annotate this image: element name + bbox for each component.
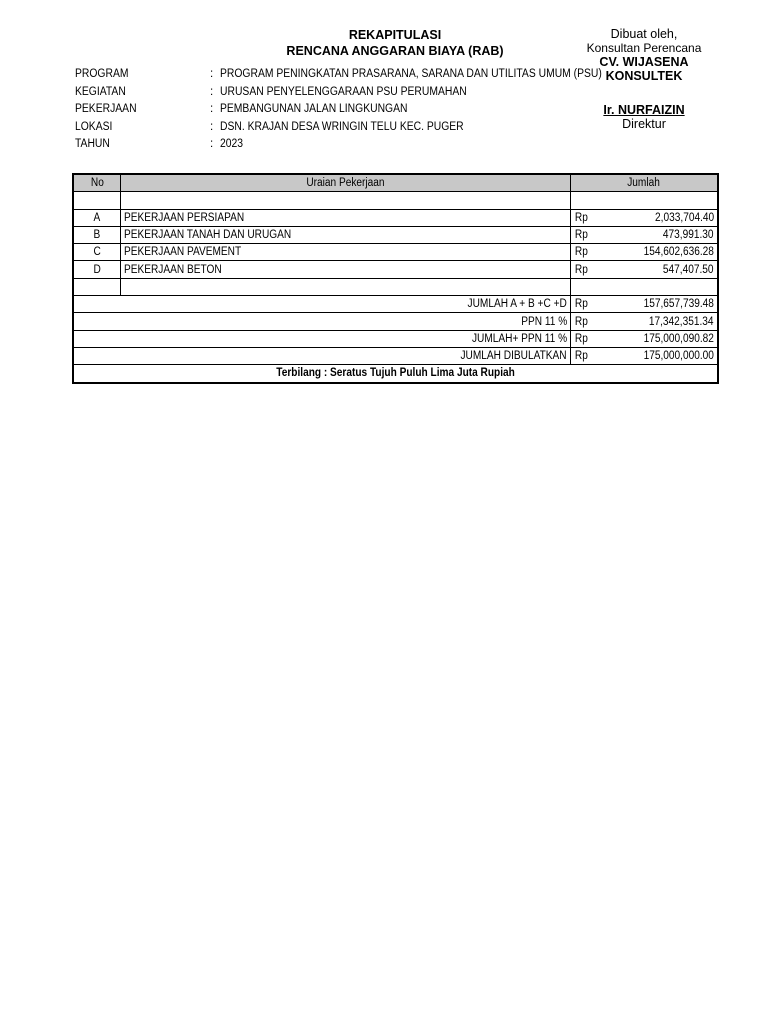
signature-company: CV. WIJASENA <box>599 55 689 69</box>
header-no: No <box>73 174 121 192</box>
rab-table <box>72 173 719 384</box>
meta-kegiatan: KEGIATAN : URUSAN PENYELENGGARAAN PSU PERUMAHAN <box>75 86 467 98</box>
document-title: REKAPITULASI <box>348 28 442 42</box>
header-desc: Uraian Pekerjaan <box>121 174 571 192</box>
table-row: B PEKERJAAN TANAH DAN URUGAN Rp 473,991.30 <box>73 226 718 243</box>
table-row-empty <box>73 278 718 295</box>
total-row-ppn: PPN 11 % Rp 17,342,351.34 <box>73 313 718 330</box>
table-header-row <box>73 174 718 192</box>
signature-position: Direktur <box>622 117 666 131</box>
header-amount: Jumlah <box>571 174 719 192</box>
document-subtitle: RENCANA ANGGARAN BIAYA (RAB) <box>286 44 504 58</box>
signature-made-by: Dibuat oleh, <box>610 27 678 41</box>
total-row-with-ppn: JUMLAH+ PPN 11 % Rp 175,000,090.82 <box>73 330 718 347</box>
total-row-sum: JUMLAH A + B +C +D Rp 157,657,739.48 <box>73 296 718 313</box>
table-row-empty <box>73 192 718 209</box>
table-row: C PEKERJAAN PAVEMENT Rp 154,602,636.28 <box>73 244 718 261</box>
total-row-rounded: JUMLAH DIBULATKAN Rp 175,000,000.00 <box>73 347 718 364</box>
signature-company-2: KONSULTEK <box>605 69 683 83</box>
terbilang-row: Terbilang : Seratus Tujuh Puluh Lima Juta Rupiah <box>73 365 718 383</box>
meta-program: PROGRAM : PROGRAM PENINGKATAN PRASARANA, SARANA DAN UTILITAS UMUM (PSU) <box>75 68 602 80</box>
table-row: D PEKERJAAN BETON Rp 547,407.50 <box>73 261 718 278</box>
meta-lokasi: LOKASI :DSN. KRAJAN DESA WRINGIN TELU KEC. PUGER <box>75 121 464 133</box>
meta-pekerjaan: PEKERJAAN : PEMBANGUNAN JALAN LINGKUNGAN <box>75 103 408 115</box>
signature-role: Konsultan Perencana <box>586 41 702 55</box>
meta-tahun: TAHUN : 2023 <box>75 138 244 150</box>
signature-name: Ir. NURFAIZIN <box>603 103 685 117</box>
table-row: A PEKERJAAN PERSIAPAN Rp 2,033,704.40 <box>73 209 718 226</box>
